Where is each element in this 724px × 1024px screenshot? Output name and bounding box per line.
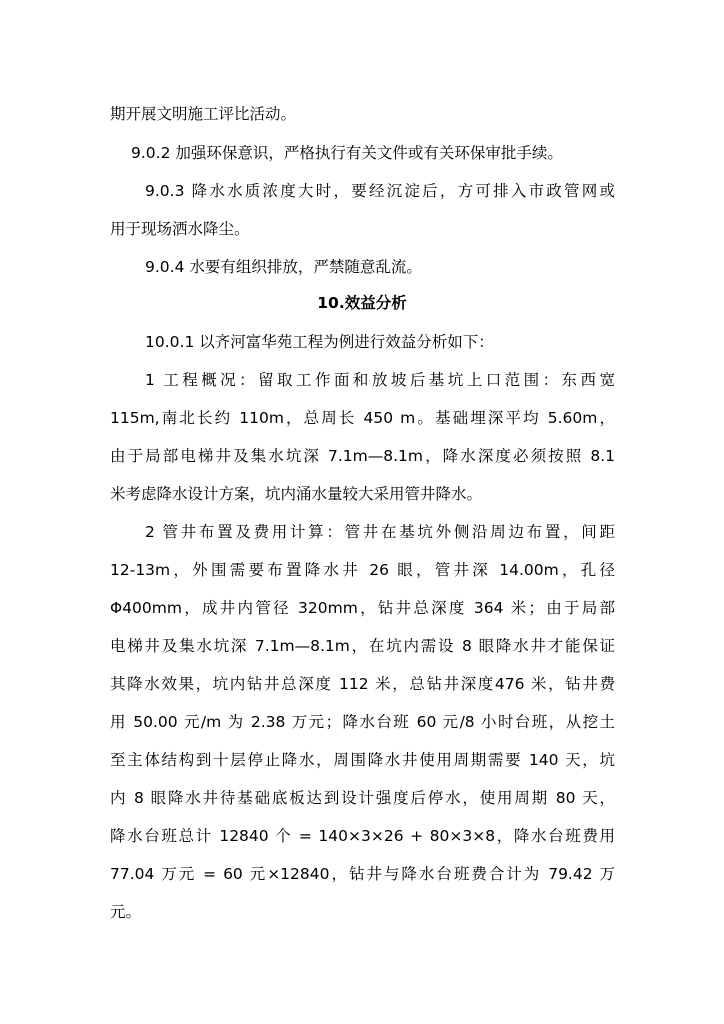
text-line-21: 元。 (110, 903, 142, 921)
text-line-11: 2 管井布置及费用计算：管井在基坑外侧沿周边布置，间距 (145, 523, 615, 541)
text-line-17: 至主体结构到十层停止降水，周围降水井使用周期需要 140 天，坑 (110, 751, 615, 769)
text-line-15: 其降水效果，坑内钻井总深度 112 米，总钻井深度476 米，钻井费 (110, 675, 615, 693)
text-line-18: 内 8 眼降水井待基础底板达到设计强度后停水，使用周期 80 天， (110, 789, 615, 807)
text-line-4: 用于现场洒水降尘。 (110, 220, 250, 238)
text-line-5: 9.0.4 水要有组织排放，严禁随意乱流。 (145, 258, 422, 276)
text-line-7: 1 工程概况：留取工作面和放坡后基坑上口范围：东西宽 (145, 371, 615, 389)
section-heading: 10.效益分析 (317, 294, 407, 312)
text-line-12: 12-13m，外围需要布置降水井 26 眼，管井深 14.00m，孔径 (110, 561, 615, 579)
text-line-1: 期开展文明施工评比活动。 (110, 105, 297, 123)
text-line-13: Φ400mm，成井内管径 320mm，钻井总深度 364 米；由于局部 (110, 599, 615, 617)
text-line-2: 9.0.2 加强环保意识，严格执行有关文件或有关环保审批手续。 (131, 144, 563, 162)
text-line-19: 降水台班总计 12840 个 = 140×3×26 + 80×3×8，降水台班费用 (110, 827, 615, 845)
text-line-9: 由于局部电梯井及集水坑深 7.1m—8.1m，降水深度必须按照 8.1 (110, 447, 615, 465)
text-line-14: 电梯井及集水坑深 7.1m—8.1m，在坑内需设 8 眼降水井才能保证 (110, 637, 615, 655)
text-line-6: 10.0.1 以齐河富华苑工程为例进行效益分析如下： (145, 333, 494, 351)
text-line-16: 用 50.00 元/m 为 2.38 万元；降水台班 60 元/8 小时台班，从挖土 (110, 713, 615, 731)
text-line-8: 115m,南北长约 110m，总周长 450 m。基础埋深平均 5.60m， (110, 409, 615, 427)
text-line-10: 米考虑降水设计方案，坑内涌水量较大采用管井降水。 (110, 485, 483, 503)
text-line-20: 77.04 万元 = 60 元×12840，钻井与降水台班费合计为 79.42 万 (110, 865, 615, 883)
text-line-3: 9.0.3 降水水质浓度大时，要经沉淀后，方可排入市政管网或 (145, 182, 615, 200)
